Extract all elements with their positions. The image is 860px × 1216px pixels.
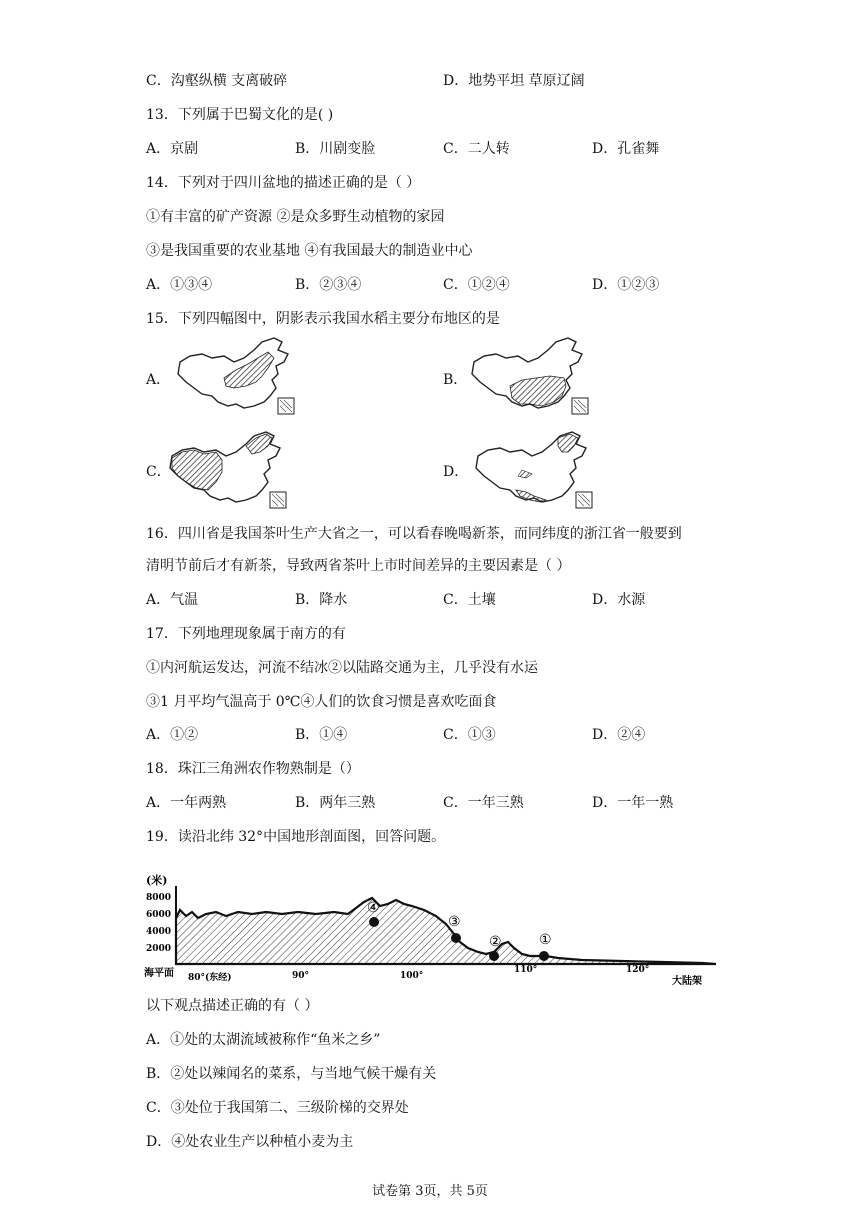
q16-stem-line2: 清明节前后才有新茶，导致两省茶叶上市时间差异的主要因素是（ ） [146, 558, 571, 574]
y-tick-4000: 4000 [146, 927, 172, 937]
q17-option-d: D．②④ [592, 727, 646, 743]
marker-2-label: ② [489, 934, 502, 950]
q17-option-c: C．①③ [443, 727, 496, 743]
q18-option-b: B．两年三熟 [295, 795, 376, 811]
q15-label-c: C． [146, 464, 171, 480]
q18-option-a: A．一年两熟 [146, 795, 227, 811]
x-tick-80: 80°(东经) [188, 973, 232, 983]
marker-3-dot [451, 933, 461, 943]
q19-option-a: A．①处的太湖流域被称作“鱼米之乡” [146, 1032, 381, 1048]
q13-option-a: A．京剧 [146, 141, 199, 157]
q19-option-c: C．③处位于我国第二、三级阶梯的交界处 [146, 1100, 409, 1116]
q18-stem: 18．珠江三角洲农作物熟制是（） [146, 761, 360, 777]
q19-option-d: D．④处农业生产以种植小麦为主 [146, 1134, 354, 1150]
marker-4-dot [369, 917, 379, 927]
map-a [172, 336, 298, 418]
q18-option-c: C．一年三熟 [443, 795, 524, 811]
q16-option-c: C．土壤 [443, 592, 496, 608]
q13-stem: 13．下列属于巴蜀文化的是( ) [146, 107, 334, 123]
y-tick-2000: 2000 [146, 944, 172, 954]
q14-items-line1: ①有丰富的矿产资源 ②是众多野生动植物的家园 [146, 209, 445, 225]
q15-label-a: A． [146, 372, 171, 388]
marker-4-label: ④ [367, 900, 380, 916]
x-tick-100: 100° [400, 971, 424, 981]
q19-option-b: B．②处以辣闻名的菜系，与当地气候干燥有关 [146, 1066, 437, 1082]
q13-option-d: D．孔雀舞 [592, 141, 660, 157]
q13-option-c: C．二人转 [443, 141, 510, 157]
map-c [164, 430, 290, 512]
q16-option-d: D．水源 [592, 592, 646, 608]
q16-stem-line1: 16．四川省是我国茶叶生产大省之一，可以看春晚喝新茶，而同纬度的浙江省一般要到 [146, 526, 682, 542]
map-b [466, 336, 592, 418]
terrain-profile-figure [142, 868, 722, 988]
q14-option-c: C．①②④ [443, 277, 510, 293]
q18-option-d: D．一年一熟 [592, 795, 674, 811]
q12-option-c: C．沟壑纵横 支离破碎 [146, 73, 288, 89]
x-tick-110: 110° [514, 965, 538, 975]
x-tick-90: 90° [292, 971, 310, 981]
terrain-profile-area [176, 898, 716, 964]
profile-unit: (米) [146, 874, 168, 887]
marker-2-dot [489, 951, 499, 961]
q17-stem: 17．下列地理现象属于南方的有 [146, 626, 346, 642]
q17-option-a: A．①② [146, 727, 199, 743]
shaded-region [172, 450, 222, 490]
q15-stem: 15．下列四幅图中，阴影表示我国水稻主要分布地区的是 [146, 311, 500, 327]
q14-option-d: D．①②③ [592, 277, 660, 293]
q14-items-line2: ③是我国重要的农业基地 ④有我国最大的制造业中心 [146, 243, 473, 259]
continental-shelf-label: 大陆架 [672, 976, 702, 987]
q13-option-b: B．川剧变脸 [295, 141, 376, 157]
page-footer: 试卷第 3页，共 5页 [372, 1184, 488, 1199]
map-d [470, 430, 596, 512]
q17-option-b: B．①④ [295, 727, 348, 743]
marker-1-label: ① [539, 932, 552, 948]
q17-items-line2: ③1 月平均气温高于 0℃④人们的饮食习惯是喜欢吃面食 [146, 694, 497, 710]
q19-stem: 19．读沿北纬 32°中国地形剖面图，回答问题。 [146, 829, 446, 845]
q15-label-d: D． [443, 464, 469, 480]
marker-1-dot [539, 951, 549, 961]
q14-option-b: B．②③④ [295, 277, 362, 293]
q12-option-d: D．地势平坦 草原辽阔 [443, 73, 585, 89]
q15-label-b: B． [443, 372, 468, 388]
sea-level-label: 海平面 [144, 968, 174, 979]
q14-option-a: A．①③④ [146, 277, 213, 293]
marker-3-label: ③ [448, 914, 461, 930]
y-tick-8000: 8000 [146, 893, 172, 903]
q16-option-b: B．降水 [295, 592, 348, 608]
q17-items-line1: ①内河航运发达，河流不结冰②以陆路交通为主，几乎没有水运 [146, 660, 538, 676]
q16-option-a: A．气温 [146, 592, 199, 608]
x-tick-120: 120° [626, 965, 650, 975]
q14-stem: 14．下列对于四川盆地的描述正确的是（ ） [146, 175, 421, 191]
y-tick-6000: 6000 [146, 910, 172, 920]
q19-subquestion: 以下观点描述正确的有（ ） [146, 998, 319, 1014]
